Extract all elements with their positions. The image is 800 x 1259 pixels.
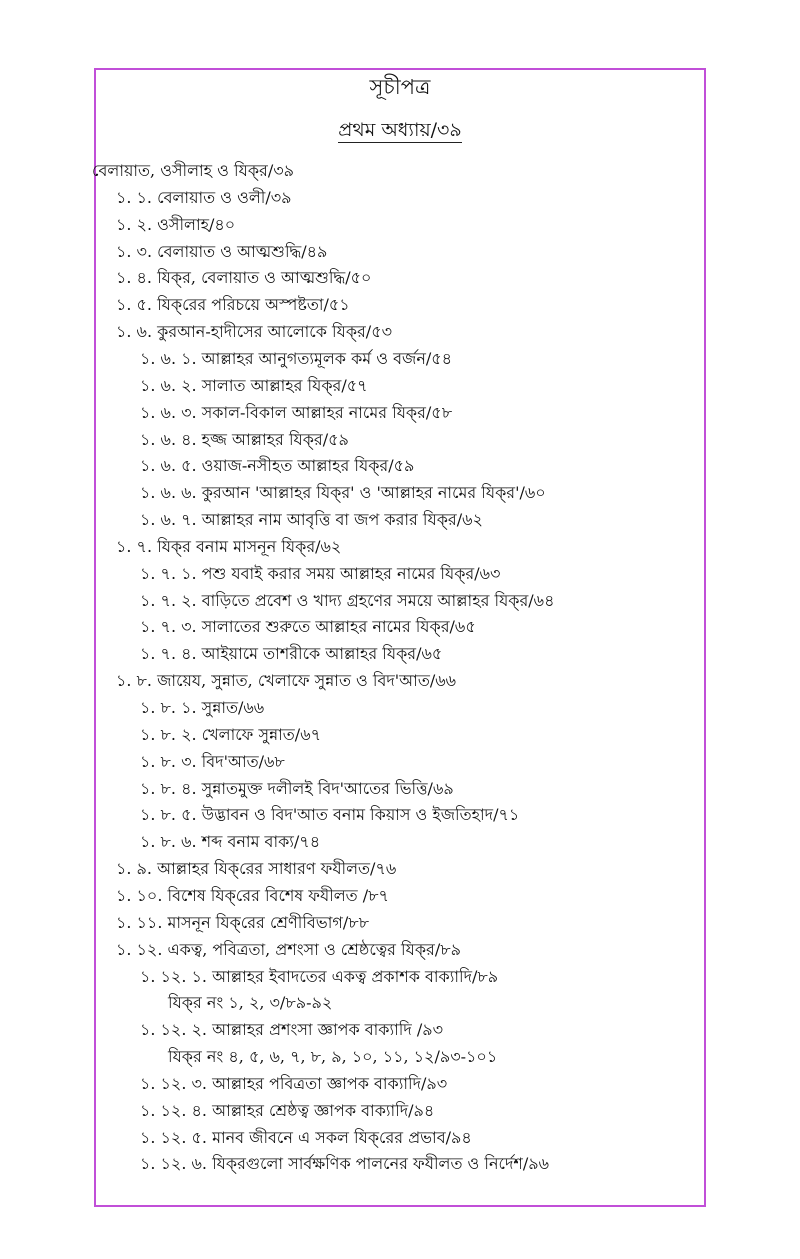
toc-entry: ১. ৬. ১. আল্লাহর আনুগত্যমূলক কর্ম ও বর্জন/৫৪ (140, 348, 453, 368)
toc-entry: ১. ৮. জায়েয, সুন্নাত, খেলাফে সুন্নাত ও বিদ'আত/৬৬ (116, 671, 457, 691)
toc-entry: ১. ১২. ১. আল্লাহর ইবাদতের একত্ব প্রকাশক বাক্যাদি/৮৯ (140, 966, 499, 986)
toc-entry: ১. ১২. একত্ব, পবিত্রতা, প্রশংসা ও শ্রেষ্ঠত্বের যিক্‌র/৮৯ (116, 939, 461, 959)
toc-entry: ১. ১২. ৬. যিক্‌রগুলো সার্বক্ষণিক পালনের ফযীলত ও নির্দেশ/৯৬ (140, 1154, 550, 1174)
toc-entry: ১. ৭. ৪. আইয়ামে তাশরীকে আল্লাহর যিক্‌র/৬৫ (140, 644, 443, 664)
toc-entry: ১. ৭. ৩. সালাতের শুরুতে আল্লাহর নামের যিক্‌র/৬৫ (140, 617, 476, 637)
toc-entry: ১. ৮. ৬. শব্দ বনাম বাক্য/৭৪ (140, 832, 321, 852)
toc-entry: যিক্‌র নং ৪, ৫, ৬, ৭, ৮, ৯, ১০, ১১, ১২/৯৩-১০১ (168, 1047, 498, 1067)
toc-entry: যিক্‌র নং ১, ২, ৩/৮৯-৯২ (168, 993, 333, 1013)
toc-entry: ১. ৭. ১. পশু যবাই করার সময় আল্লাহর নামের যিক্‌র/৬৩ (140, 563, 501, 583)
toc-entry: ১. ৭. যিক্‌র বনাম মাসনূন যিক্‌র/৬২ (116, 536, 342, 556)
toc-entry: ১. ৬. ৬. কুরআন 'আল্লাহর যিক্‌র' ও 'আল্লাহর নামের যিক্‌র'/৬০ (140, 483, 546, 503)
toc-entry: ১. ১২. ৩. আল্লাহর পবিত্রতা জ্ঞাপক বাক্যাদি/৯৩ (140, 1073, 448, 1093)
toc-entry: ১. ৮. ৫. উদ্ভাবন ও বিদ'আত বনাম কিয়াস ও ইজতিহাদ/৭১ (140, 805, 520, 825)
chapter-heading-text: প্রথম অধ্যায়/৩৯ (338, 119, 462, 141)
toc-entry: ১. ৬. ৭. আল্লাহর নাম আবৃত্তি বা জপ করার যিক্‌র/৬২ (140, 510, 483, 530)
toc-entry: ১. ৮. ১. সুন্নাত/৬৬ (140, 698, 265, 717)
toc-entry: ১. ৬. কুরআন-হাদীসের আলোকে যিক্‌র/৫৩ (116, 322, 392, 342)
toc-entry: ১. ৬. ৫. ওয়াজ-নসীহত আল্লাহর যিক্‌র/৫৯ (140, 456, 415, 476)
toc-entry: ১. ২. ওসীলাহ/৪০ (116, 214, 236, 234)
toc-entry: ১. ৪. যিক্‌র, বেলায়াত ও আত্মশুদ্ধি/৫০ (116, 268, 372, 288)
toc-entry: ১. ৫. যিক্‌রের পরিচয়ে অস্পষ্টতা/৫১ (116, 295, 350, 315)
toc-entry: ১. ১১. মাসনূন যিক্‌রের শ্রেণীবিভাগ/৮৮ (116, 912, 369, 932)
toc-entry: ১. ৩. বেলায়াত ও আত্মশুদ্ধি/৪৯ (116, 241, 328, 261)
toc-entry: ১. ৭. ২. বাড়িতে প্রবেশ ও খাদ্য গ্রহণের সময়ে আল্লাহর যিক্‌র/৬৪ (140, 590, 555, 610)
toc-entry: ১. ৯. আল্লাহর যিক্‌রের সাধারণ ফযীলত/৭৬ (116, 859, 397, 879)
toc-entry: ১. ১০. বিশেষ যিক্‌রের বিশেষ ফযীলত /৮৭ (116, 885, 389, 905)
toc-entry: ১. ১২. ৪. আল্লাহর শ্রেষ্ঠত্ব জ্ঞাপক বাক্যাদি/৯৪ (140, 1100, 435, 1120)
toc-entry: ১. ১২. ২. আল্লাহর প্রশংসা জ্ঞাপক বাক্যাদি /৯৩ (140, 1020, 444, 1040)
page-title: সূচীপত্র (369, 75, 431, 99)
toc-entry: ১. ৮. ৪. সুন্নাতমুক্ত দলীলই বিদ'আতের ভিত্তি/৬৯ (140, 778, 454, 798)
toc-entry: বেলায়াত, ওসীলাহ ও যিক্‌র/৩৯ (92, 161, 295, 180)
toc-entry: ১. ৮. ২. খেলাফে সুন্নাত/৬৭ (140, 724, 321, 744)
toc-entry: ১. ৮. ৩. বিদ'আত/৬৮ (140, 751, 285, 771)
toc-entry: ১. ১২. ৫. মানব জীবনে এ সকল যিক্‌রের প্রভাব/৯৪ (140, 1127, 472, 1147)
toc-entry: ১. ৬. ৩. সকাল-বিকাল আল্লাহর নামের যিক্‌র/৫৮ (140, 402, 453, 422)
chapter-heading (0, 116, 800, 144)
toc-entry: ১. ৬. ৪. হজ্জ আল্লাহর যিক্‌র/৫৯ (140, 429, 349, 449)
toc-entry: ১. ৬. ২. সালাত আল্লাহর যিক্‌র/৫৭ (140, 375, 368, 395)
toc-entry: ১. ১. বেলায়াত ও ওলী/৩৯ (116, 187, 292, 207)
